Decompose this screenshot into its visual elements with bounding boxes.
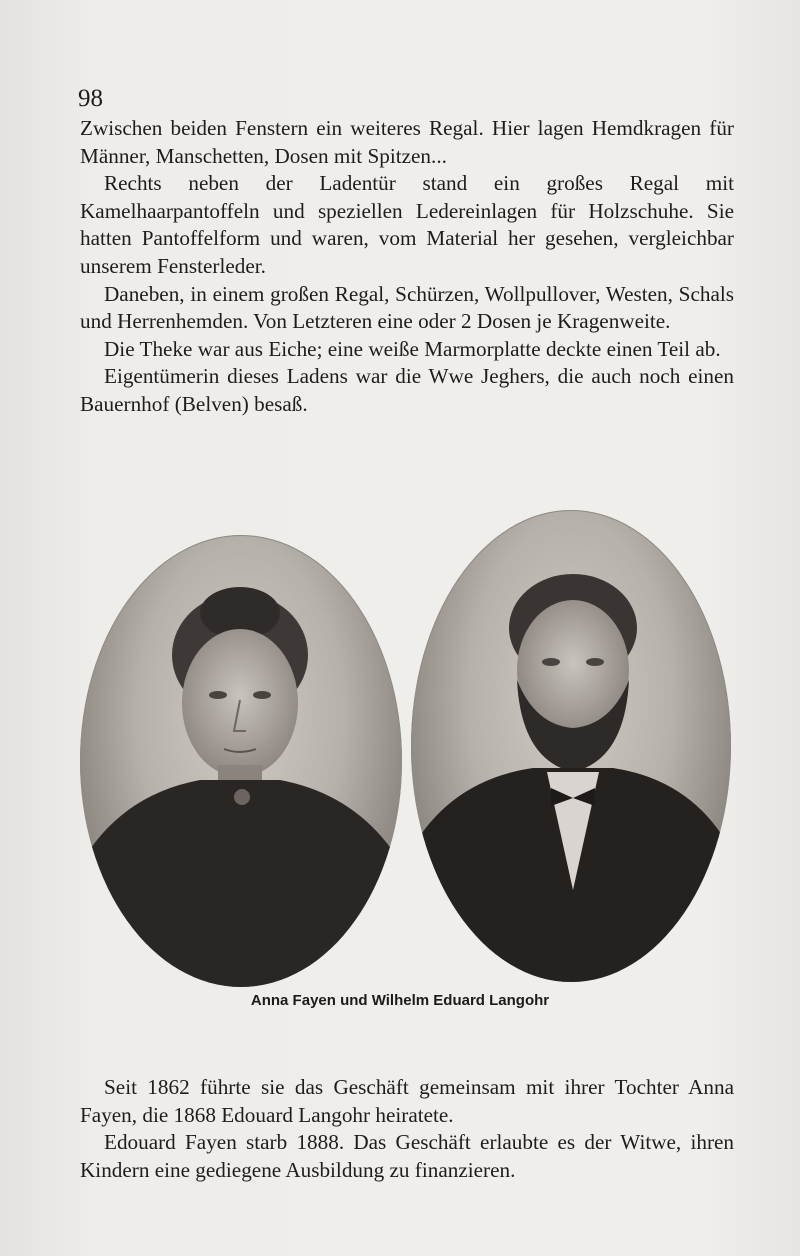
paragraph: Seit 1862 führte sie das Geschäft gemeinsam mit ihrer Tochter Anna Fayen, die 1868 Edouard Langohr heiratete. xyxy=(80,1075,734,1127)
paragraph: Rechts neben der Ladentür stand ein großes Regal mit Kamelhaarpantoffeln und speziellen Ledereinlagen für Holzschuhe. Sie hatten Pantoffelform und waren, vom Material her gesehen, vergleichbar unserem Fensterleder. xyxy=(80,171,734,278)
text-block-top xyxy=(80,115,734,419)
page-number: 98 xyxy=(78,85,103,112)
photo-caption: Anna Fayen und Wilhelm Eduard Langohr xyxy=(250,992,550,1009)
portrait-photo-man xyxy=(411,510,731,982)
paragraph: Zwischen beiden Fenstern ein weiteres Regal. Hier lagen Hemdkragen für Männer, Manschetten, Dosen mit Spitzen... xyxy=(80,116,734,168)
paragraph: Eigentümerin dieses Ladens war die Wwe Jeghers, die auch noch einen Bauernhof (Belven) besaß. xyxy=(80,364,734,416)
text-block-bottom xyxy=(80,1074,734,1184)
paragraph: Edouard Fayen starb 1888. Das Geschäft erlaubte es der Witwe, ihren Kindern eine gediegene Ausbildung zu finanzieren. xyxy=(80,1130,734,1182)
paragraph: Die Theke war aus Eiche; eine weiße Marmorplatte deckte einen Teil ab. xyxy=(104,336,721,361)
portrait-photo-woman xyxy=(80,535,402,987)
paragraph: Daneben, in einem großen Regal, Schürzen, Wollpullover, Westen, Schals und Herrenhemden. Von Letzteren eine oder 2 Dosen je Kragenweite. xyxy=(80,281,734,334)
